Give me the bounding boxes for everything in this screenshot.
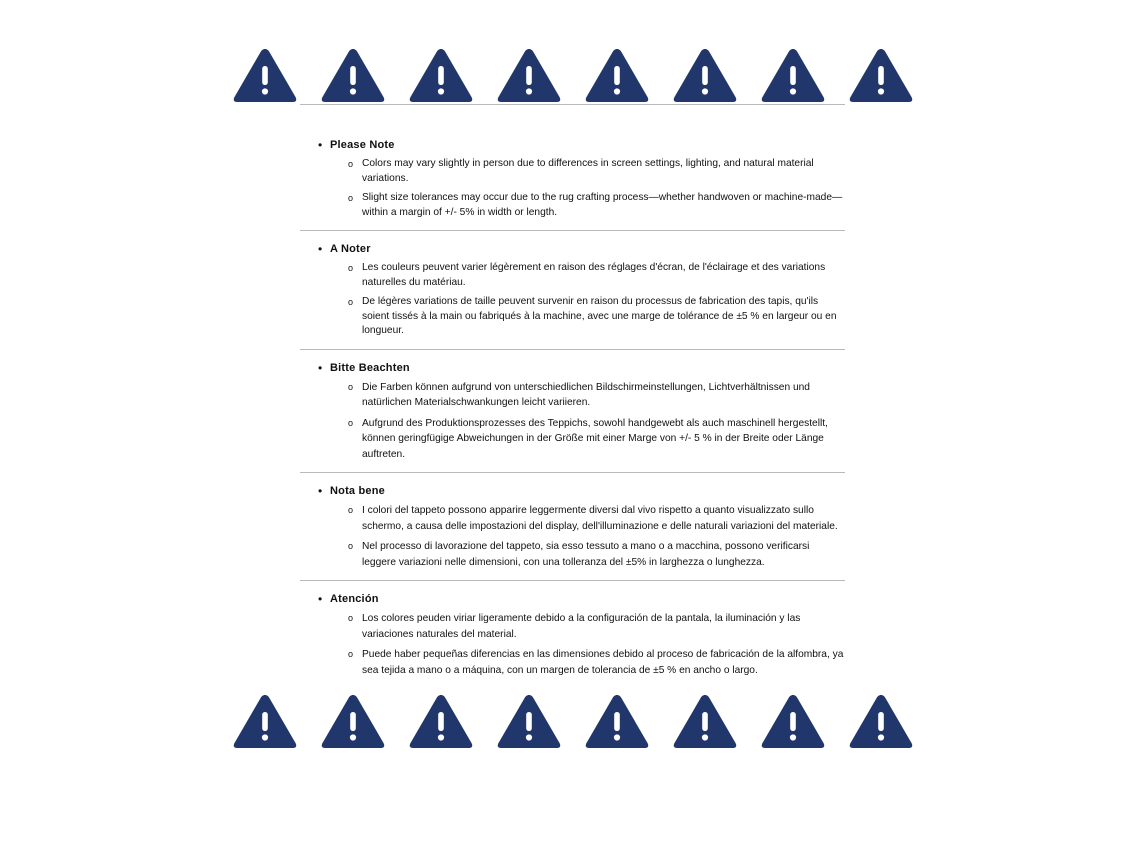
warning-triangle-icon — [320, 692, 386, 750]
list-item — [348, 611, 845, 642]
sub-bullet-icon: o — [348, 263, 354, 273]
bullet-icon: • — [318, 138, 323, 152]
warning-triangle-icon — [760, 46, 826, 104]
sub-bullet-icon: o — [348, 649, 354, 659]
warning-triangle-icon — [232, 692, 298, 750]
note-item-list — [348, 261, 845, 339]
warning-triangle-icon — [584, 692, 650, 750]
note-item-text: Nel processo di lavorazione del tappeto, sia esso tessuto a mano o a macchina, possono verificarsi leggere variazioni nelle dimensioni, con una tolleranza del ±5% in larghezza o lunghezza. — [362, 541, 810, 568]
list-item — [348, 503, 845, 534]
note-item-text: Colors may vary slightly in person due to differences in screen settings, lighting, and natural material variations. — [362, 158, 814, 184]
note-item-text: Die Farben können aufgrund von unterschiedlichen Bildschirmeinstellungen, Lichtverhältnissen und natürlichen Materialschwankungen leicht variieren. — [362, 381, 810, 408]
sub-bullet-icon: o — [348, 613, 354, 623]
note-heading-row — [318, 242, 845, 257]
note-item-text: Slight size tolerances may occur due to the rug crafting process—whether handwoven or machine-made—within a margin of +/- 5% in width or length. — [362, 192, 843, 218]
note-section — [300, 349, 845, 463]
warning-triangle-icon — [848, 692, 914, 750]
note-section — [300, 127, 845, 220]
note-heading-row — [318, 592, 845, 607]
note-heading: A Noter — [330, 243, 371, 255]
list-item — [348, 416, 845, 463]
note-heading: Bitte Beachten — [330, 361, 410, 374]
warning-icon-row-bottom — [0, 692, 1145, 750]
warning-triangle-icon — [496, 692, 562, 750]
warning-icon-row-top — [0, 0, 1145, 104]
sub-bullet-icon: o — [348, 159, 354, 169]
sub-bullet-icon: o — [348, 297, 354, 307]
note-item-text: Los colores peuden viriar ligeramente debido a la configuración de la pantala, la iluminación y las variaciones naturales del material. — [362, 613, 801, 640]
note-item-text: I colori del tappeto possono apparire leggermente diversi dal vivo rispetto a quanto visualizzato sullo schermo, a causa delle impostazioni del display, dell'illuminazione e delle naturali variazioni del materiale. — [362, 505, 838, 532]
note-item-list — [348, 611, 845, 678]
sub-bullet-icon: o — [348, 541, 354, 551]
warning-triangle-icon — [408, 692, 474, 750]
list-item — [348, 157, 845, 186]
warning-triangle-icon — [760, 692, 826, 750]
note-heading-row — [318, 361, 845, 376]
warning-triangle-icon — [672, 692, 738, 750]
warning-triangle-icon — [496, 46, 562, 104]
list-item — [348, 191, 845, 220]
note-item-text: Les couleurs peuvent varier légèrement en raison des réglages d'écran, de l'éclairage et des variations naturelles du matériau. — [362, 262, 826, 288]
sub-bullet-icon: o — [348, 381, 354, 392]
notes-content — [300, 127, 845, 678]
bullet-icon: • — [318, 592, 323, 606]
note-item-list — [348, 157, 845, 220]
note-section — [300, 580, 845, 678]
warning-triangle-icon — [584, 46, 650, 104]
list-item — [348, 380, 845, 411]
note-section — [300, 230, 845, 339]
list-item — [348, 539, 845, 570]
warning-triangle-icon — [848, 46, 914, 104]
note-item-list — [348, 503, 845, 570]
warning-triangle-icon — [672, 46, 738, 104]
note-heading-row — [318, 484, 845, 499]
note-item-list — [348, 380, 845, 463]
warning-triangle-icon — [232, 46, 298, 104]
note-item-text: De légères variations de taille peuvent survenir en raison du processus de fabrication des tapis, qu'ils soient tissés à la main ou fabriqués à la machine, avec une marge de tolérance de ±5 % en largeur ou en longueur. — [362, 296, 837, 336]
list-item — [348, 261, 845, 290]
list-item — [348, 295, 845, 339]
bullet-icon: • — [318, 484, 323, 498]
divider-top — [300, 104, 845, 105]
note-section — [300, 472, 845, 570]
sub-bullet-icon: o — [348, 417, 354, 428]
bullet-icon: • — [318, 360, 323, 375]
note-heading: Atención — [330, 593, 379, 605]
note-heading: Nota bene — [330, 485, 385, 497]
warning-triangle-icon — [408, 46, 474, 104]
note-item-text: Puede haber pequeñas diferencias en las dimensiones debido al proceso de fabricación de la alfombra, ya sea tejida a mano o a máquina, con un margen de tolerancia de ±5 % en ancho o largo. — [362, 649, 844, 676]
note-heading: Please Note — [330, 139, 395, 151]
bullet-icon: • — [318, 242, 323, 256]
sub-bullet-icon: o — [348, 193, 354, 203]
list-item — [348, 647, 845, 678]
sub-bullet-icon: o — [348, 505, 354, 515]
warning-triangle-icon — [320, 46, 386, 104]
note-heading-row — [318, 138, 845, 153]
note-item-text: Aufgrund des Produktionsprozesses des Teppichs, sowohl handgewebt als auch maschinell hergestellt, können geringfügige Abweichungen in der Größe mit einer Marge von +/- 5 % in der Breite oder Länge auftreten. — [362, 417, 828, 460]
